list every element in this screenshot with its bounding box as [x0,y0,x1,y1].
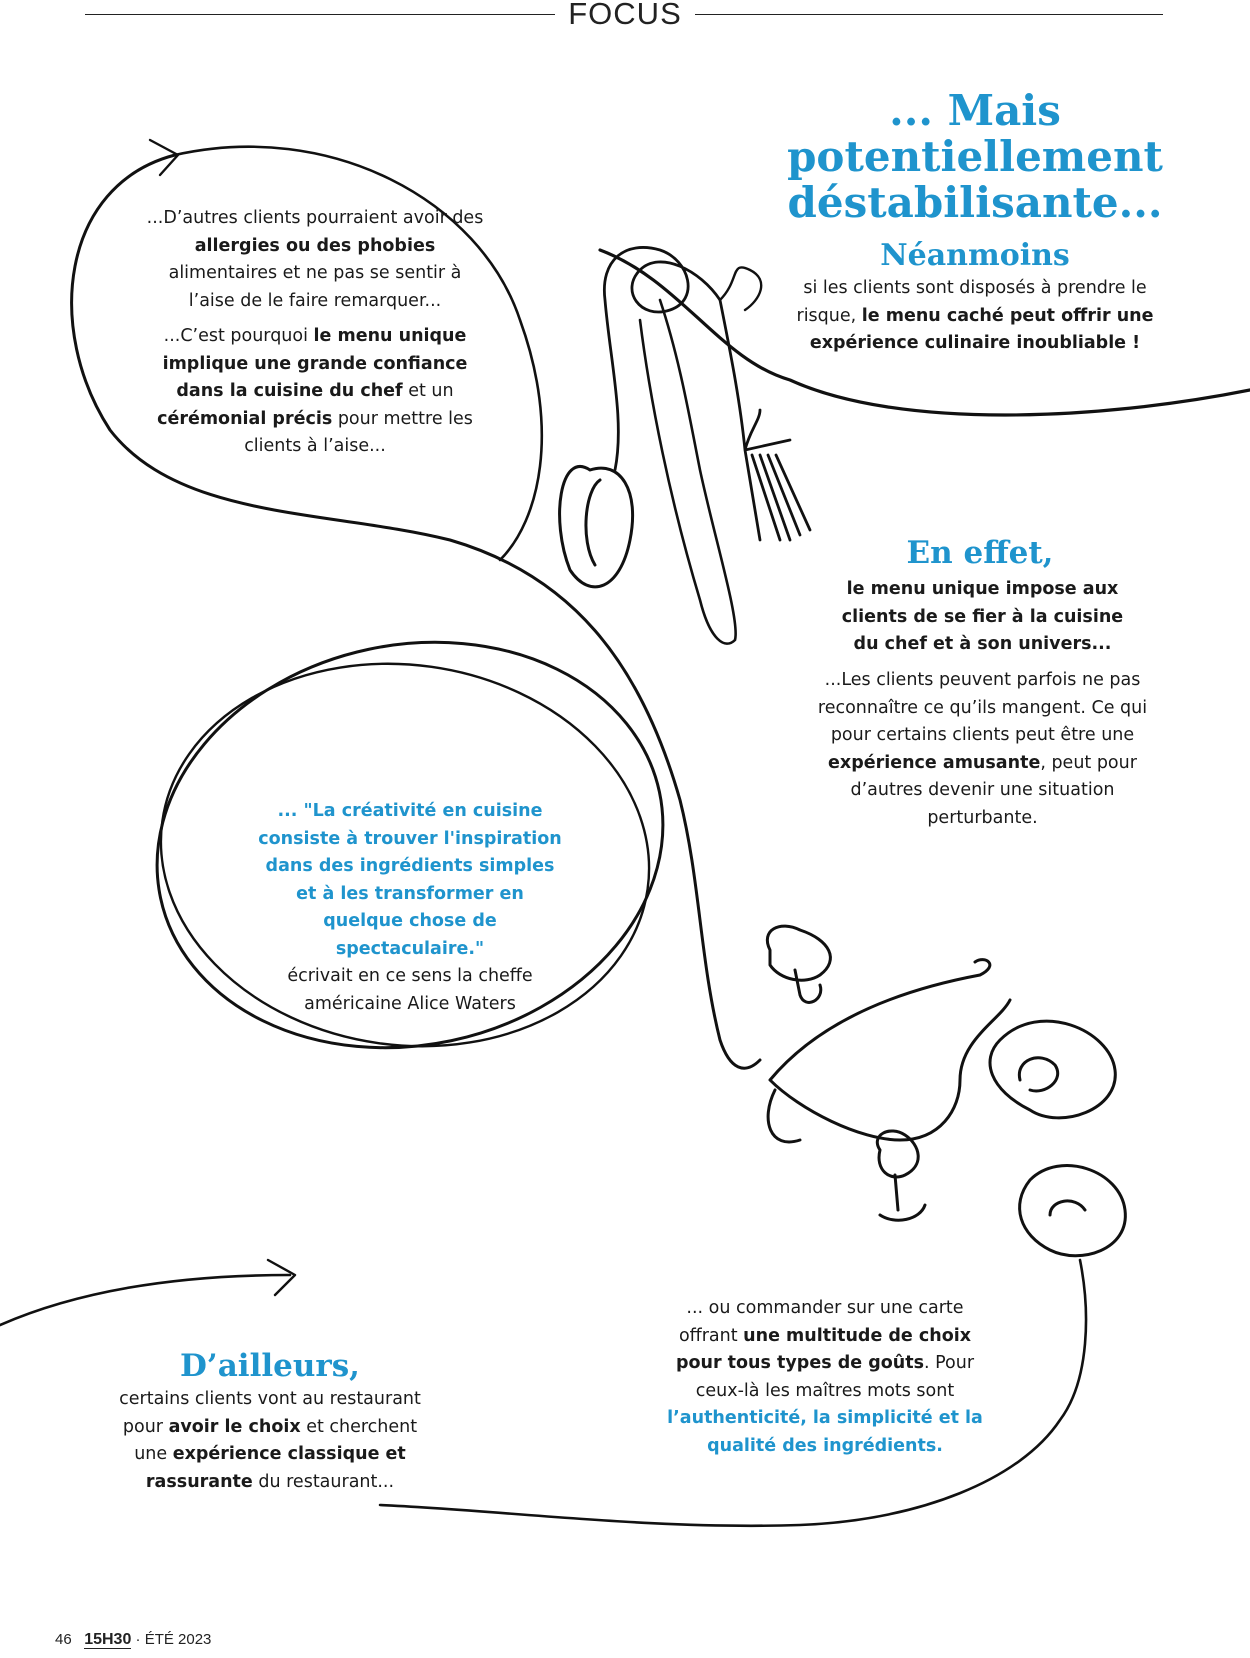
mid-right-paragraph: ...Les clients peuvent parfois ne pas reconnaître ce qu’ils mangent. Ce qui pour certains clients peut être une expérience amusante, peut pour d’autres devenir une situation perturbante. [817,670,1148,828]
section-title: FOCUS [568,0,682,31]
bottom-left-swoop [0,1275,290,1325]
top-right-heading: ... Mais potentiellement déstabilisante... [787,86,1163,227]
fork-handle-loop [720,267,761,310]
spoon-icon [560,466,633,586]
magazine-name: 15H30 [84,1631,132,1648]
bottom-left-heading: D’ailleurs, [180,1348,360,1384]
quote-text: ... "La créativité en cuisine consiste à trouver l'inspiration dans des ingrédients simples et à les transformer en quelque chose de spectaculaire." [258,801,562,959]
knife-icon [640,300,736,644]
top-left-paragraph-1: ...D’autres clients pourraient avoir des allergies ou des phobies alimentaires et ne pas se sentir à l’aise de le faire remarquer... [146,208,484,311]
spoon-handle [604,247,720,470]
mushroom-icon-top [767,926,830,1002]
fried-egg-icon-top [990,1021,1115,1118]
arrow-head-bottom-left [268,1260,295,1295]
bottom-right-paragraph: ... ou commander sur une carte offrant une multitude de choix pour tous types de goûts. Pour ceux-là les maîtres mots sont l’authenticité, la simplicité et la qualité des ingrédients. [667,1298,983,1456]
header-rule-left [85,14,555,15]
page-footer [55,1631,211,1649]
mid-right-lead: le menu unique impose aux clients de se fier à la cuisine du chef et à son univers... [841,579,1124,654]
ham-icon [768,960,1010,1142]
mid-right-heading: En effet, [906,535,1054,571]
issue-label: · ÉTÉ 2023 [135,1631,212,1648]
top-right-subheading: Néanmoins [880,238,1070,273]
fried-egg-icon-bottom [1020,1166,1126,1256]
quote-attribution: écrivait en ce sens la cheffe américaine Alice Waters [287,966,533,1014]
page-number: 46 [55,1631,72,1648]
mushroom-icon-bottom [877,1131,925,1220]
bottom-left-paragraph: certains clients vont au restaurant pour avoir le choix et cherchent une expérience classique et rassurante du restaurant... [119,1389,421,1492]
quote-block [255,798,565,1018]
top-left-paragraph-2: ...C’est pourquoi le menu unique implique une grande confiance dans la cuisine du chef et un cérémonial précis pour mettre les clients à l’aise... [157,326,473,456]
header-rule-right [695,14,1163,15]
top-right-paragraph: si les clients sont disposés à prendre le risque, le menu caché peut offrir une expérience culinaire inoubliable ! [796,278,1154,353]
top-left-text-block [145,205,485,461]
